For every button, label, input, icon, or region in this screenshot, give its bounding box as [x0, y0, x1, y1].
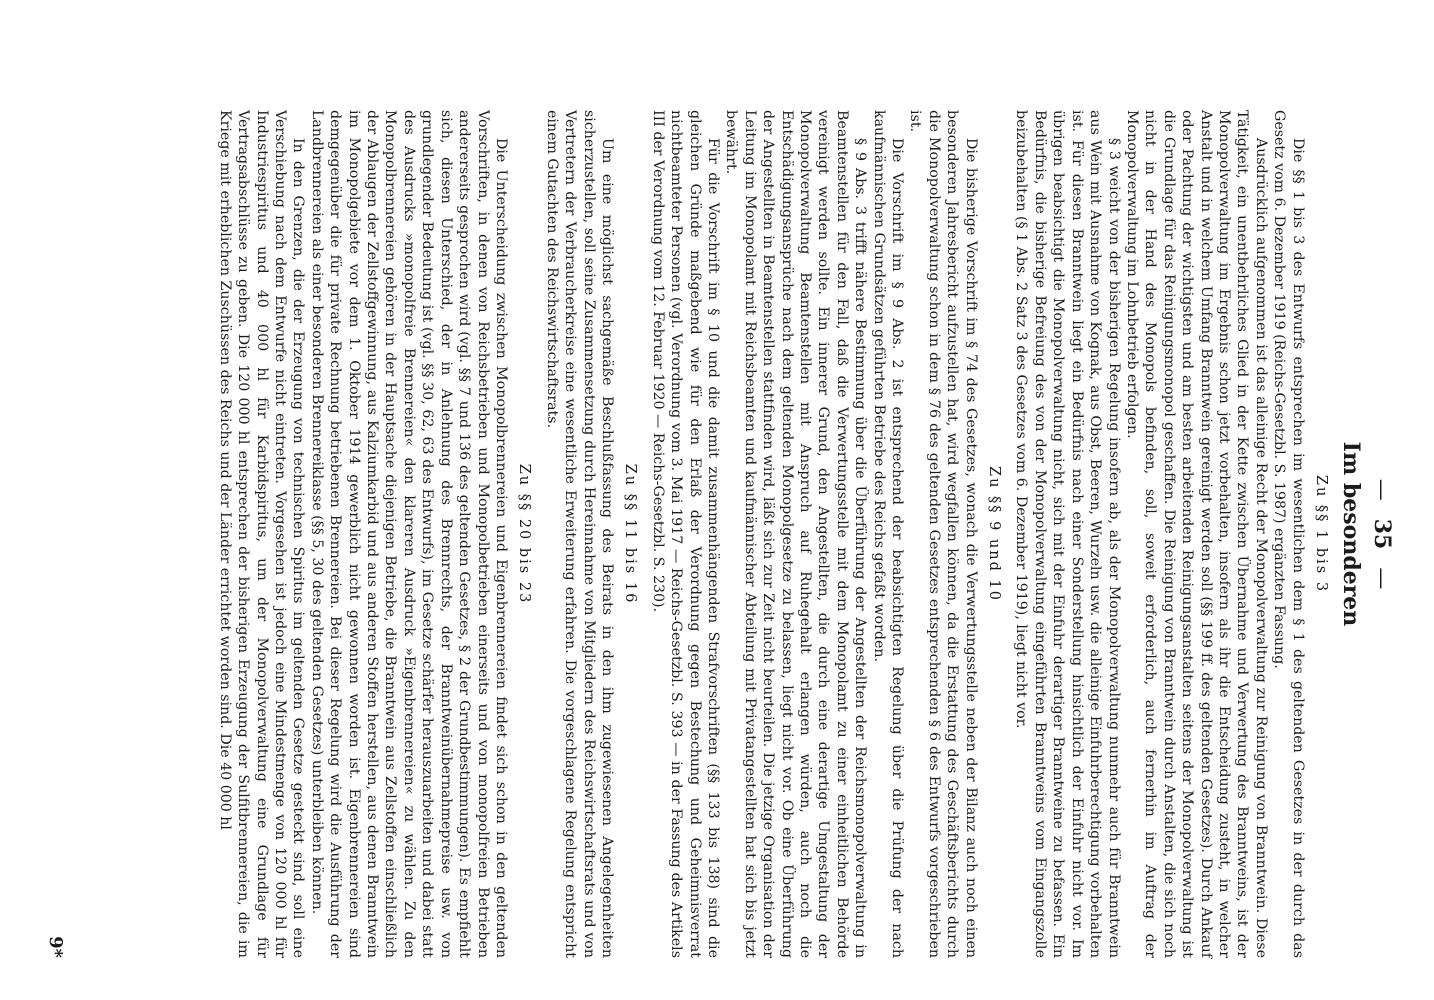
paragraph: Für die Vorschrift im § 10 und die damit zusammenhängenden Strafvorschriften (§§ 133 bis 138) sind die gleichen Gründe maßgebend wie für den Erlaß der Verordnung gegen Bestechung und Geheimnisverrat nichtbeamteter Personen (vgl. Verordnung vom 3. Mai 1917 — Reichs-Gesetzbl. S. 393 — in der Fassung des Artikels III der Verordnung vom 12. Februar 1920 — Reichs-Gesetzbl. S. 230).	[649, 110, 721, 958]
paragraph: Um eine möglichst sachgemäße Beschlußfassung des Beirats in den ihm zugewiesenen Angelegenheiten sicherzustellen, soll seine Zusammensetzung durch Hereinnahme von Mitgliedern des Reichswirtschaftsrats und von Vertretern der Verbraucherkreise eine wesentliche Erweiterung erfahren. Die vorgeschlagene Regelung entspricht einem Gutachten des Reichswirtschaftsrats.	[543, 110, 615, 958]
page-number: 35	[1369, 518, 1395, 550]
paragraph: Die bisherige Vorschrift im § 74 des Gesetzes, wonach die Verwertungsstelle neben der Bilanz auch noch einen besonderen Jahresbericht aufzustellen hat, wird wegfallen können, da die Erstattung des Geschäftsberichts durch die Monopolverwaltung schon in dem § 76 des geltenden Gesetzes entsprechenden § 6 des Entwurfs vorgeschrieben ist.	[907, 110, 979, 958]
paragraph: Die §§ 1 bis 3 des Entwurfs entsprechen im wesentlichen dem § 1 des geltenden Gesetzes in der durch das Gesetz vom 6. Dezember 1919 (Reichs-Gesetzbl. S. 1987) ergänzten Fassung.	[1271, 110, 1306, 958]
paragraph: Die Vorschrift im § 9 Abs. 2 ist entsprechend der beabsichtigten Regelung über die Prüfung der nach kaufmännischen Grundsätzen geführten Betriebe des Reichs gefaßt worden.	[870, 110, 906, 958]
section-heading: Zu §§ 11 bis 16	[622, 463, 639, 605]
section-heading: Zu §§ 1 bis 3	[1313, 474, 1329, 594]
paragraph: Ausdrücklich aufgenommen ist das alleinige Recht der Monopolverwaltung zur Reinigung von Branntwein. Diese Tätigkeit, ein unentbehrliches Glied in der Kette zwischen Übernahme und Verwertung des Branntweins, ist der Monopolverwaltung im Ergebnis schon jetzt vorbehalten, insofern als ihr die Entscheidung zusteht, in welcher Anstalt und in welchem Umfang Branntwein gereinigt werden soll (§§ 199 ff. des geltenden Gesetzes). Durch Ankauf oder Pachtung der wichtigsten und am besten arbeitenden Reinigungsanstalten seitens der Monopolverwaltung ist die Grundlage für das Reinigungsmonopol geschaffen. Die Reinigung von Branntwein durch Anstalten, die sich noch nicht in der Hand des Monopols befinden, soll, soweit erforderlich, auch fernerhin im Auftrag der Monopolverwaltung im Lohnbetrieb erfolgen.	[1123, 110, 1269, 958]
paragraph: § 3 weicht von der bisherigen Regelung insofern ab, als der Monopolverwaltung nunmehr auch für Branntwein aus Wein mit Ausnahme von Kognak, aus Obst, Beeren, Wurzeln usw. die alleinige Einfuhrberechtigung vorbehalten ist. Für diesen Branntwein liegt ein Bedürfnis nach einer Sonderstellung hinsichtlich der Einfuhr nicht vor. Im übrigen beabsichtigt die Monopolverwaltung nicht, sich mit der Einfuhr derartiger Branntweine zu befassen. Ein Bedürfnis, die bisherige Befreiung des von der Monopolverwaltung eingeführten Branntweins vom Eingangszolle beizubehalten (§ 1 Abs. 2 Satz 3 des Gesetzes vom 6. Dezember 1919), liegt nicht vor.	[1013, 110, 1122, 958]
section-heading: Zu §§ 9 und 10	[986, 466, 1003, 602]
paragraph: In den Grenzen, die der Erzeugung von technischen Spiritus im geltenden Gesetze gesteckt sind, soll eine Verschiebung nach dem Entwurfe nicht eintreten. Vorgesehen ist jedoch eine Mindestmenge von 120 000 hl für Industriespiritus und 40 000 hl für Karbidspiritus, um der Monopolverwaltung eine Grundlage für Vertragsabschlüsse zu geben. Die 120 000 hl entsprechen der bisherigen Erzeugung der Sulfitbrennereien, die im Kriege mit erheblichen Zuschüssen des Reichs und der Länder errichtet worden sind. Die 40 000 hl	[216, 110, 307, 958]
section-heading: Zu §§ 20 bis 23	[516, 463, 533, 605]
section-title: Im besonderen	[1338, 441, 1364, 627]
page-number-dash-left: —	[1369, 478, 1394, 501]
page-content	[215, 110, 1394, 958]
page-number-line	[1369, 110, 1394, 958]
paragraph: Die Unterscheidung zwischen Monopolbrennereien und Eigenbrennereien findet sich schon in den geltenden Vorschriften, in denen von Reichsbetrieben und Monopolbetrieben einerseits und von monopolfreien Betrieben andererseits gesprochen wird (vgl. §§ 7 und 136 des geltenden Gesetzes, § 2 der Grundbestimmungen). Es empfiehlt sich, diesen Unterschied, der in Anlehnung des Brennrechts, der Branntweinübernahmepreise usw. von grundlegender Bedeutung ist (vgl. §§ 30, 62, 63 des Entwurfs), im Gesetze schärfer herauszuarbeiten und dabei statt des Ausdrucks »monopolfreie Brennereien« den klareren Ausdruck »Eigenbrennereien« zu wählen. Zu den Monopolbrennereien gehören in der Hauptsache diejenigen Betriebe, die Branntwein aus Zellstoffen einschließlich der Ablaugen der Zellstoffgewinnung, aus Kalziumkarbid und aus anderen Stoffen herstellen, aus denen Branntwein im Monopolgebiete vor dem 1. Oktober 1914 gewerblich nicht gewonnen worden ist. Eigenbrennereien sind demgegenüber die für private Rechnung betriebenen Brennereien. Bei dieser Regelung wird die Ausführung der Landbrennereien als einer besonderen Brennereiklasse (§§ 5, 30 des geltenden Gesetzes) unterbleiben können.	[308, 110, 509, 958]
page-number-dash-right: —	[1369, 567, 1394, 590]
sheet-signature: 9*	[45, 936, 66, 958]
paragraph: § 9 Abs. 3 trifft nähere Bestimmung über die Überführung der Angestellten der Reichsmonopolverwaltung in Beamtenstellen für den Fall, daß die Verwertungsstelle mit dem Monopolamt zu einer einheitlichen Behörde vereinigt werden sollte. Ein innerer Grund, den Angestellten, die durch eine derartige Umgestaltung der Monopolverwaltung Beamtenstellen mit Anspruch auf Ruhegehalt erlangen würden, auch noch die Entschädigungsansprüche nach dem geltenden Monopolgesetze zu belassen, liegt nicht vor. Ob eine Überführung der Angestellten in Beamtenstellen stattfinden wird, läßt sich zur Zeit nicht beurteilen. Die jetzige Organisation der Leitung im Monopolamt mit Reichsbeamten und kaufmännischer Abteilung mit Privatangestellten hat sich bis jetzt bewährt.	[723, 110, 869, 958]
